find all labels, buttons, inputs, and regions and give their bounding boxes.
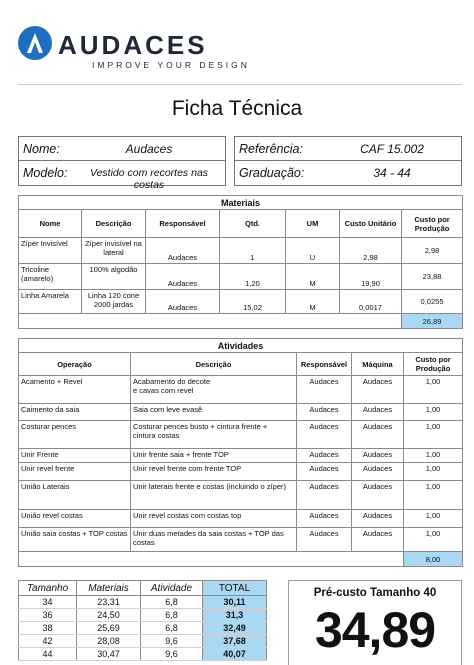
sizes-header: Materiais [77, 581, 141, 596]
activity-cost: 1,00 [404, 449, 463, 463]
material-production-cost: 2,98 [402, 238, 463, 264]
activities-title: Atividades [19, 339, 463, 353]
activity-operation: Acamento + Revel [19, 376, 131, 404]
table-row [19, 528, 463, 552]
size-activity: 9,6 [141, 635, 203, 648]
activity-responsible: Audaces [297, 481, 352, 510]
activity-machine: Audaces [352, 421, 404, 449]
material-qty: 1,20 [220, 264, 286, 290]
activity-machine: Audaces [352, 404, 404, 421]
activity-machine: Audaces [352, 528, 404, 552]
activity-responsible: Audaces [297, 528, 352, 552]
material-name: Tricoline (amarelo) [19, 264, 82, 290]
activities-header: Responsável [297, 353, 352, 376]
activity-machine: Audaces [352, 463, 404, 481]
size-label: 36 [19, 609, 77, 622]
modelo-value: Vestido com recortes nas costas [89, 167, 209, 191]
activity-machine: Audaces [352, 449, 404, 463]
materials-total-row [19, 314, 463, 329]
header-divider [18, 84, 462, 85]
activity-cost: 1,00 [404, 376, 463, 404]
activity-machine: Audaces [352, 481, 404, 510]
graduacao-label: Graduação: [239, 166, 305, 180]
sizes-header: Atividade [141, 581, 203, 596]
activities-table [18, 338, 463, 567]
activity-cost: 1,00 [404, 528, 463, 552]
activities-total-row [19, 552, 463, 567]
activity-responsible: Audaces [297, 463, 352, 481]
referencia-value: CAF 15.002 [360, 142, 424, 156]
size-total: 37,68 [203, 635, 267, 648]
activity-description: Unir revel frente com frente TOP [131, 463, 297, 481]
table-row [19, 510, 463, 528]
size-materials: 24,50 [77, 609, 141, 622]
table-row [19, 264, 463, 290]
modelo-label: Modelo: [23, 166, 68, 180]
size-total: 32,49 [203, 622, 267, 635]
material-description: 100% algodão [82, 264, 146, 290]
activities-header: Descrição [131, 353, 297, 376]
materials-header: Responsável [146, 210, 220, 238]
activity-responsible: Audaces [297, 510, 352, 528]
referencia-label: Referência: [239, 142, 303, 156]
material-production-cost: 0,0255 [402, 290, 463, 314]
activity-operation: Caimento da saia [19, 404, 131, 421]
nome-value: Audaces [125, 142, 173, 156]
precost-box [288, 580, 462, 665]
sizes-header: Tamanho [19, 581, 77, 596]
materials-header: Descrição [82, 210, 146, 238]
activity-cost: 1,00 [404, 421, 463, 449]
size-label: 42 [19, 635, 77, 648]
material-unit: M [286, 290, 340, 314]
activity-responsible: Audaces [297, 404, 352, 421]
activity-description: Unir laterais frente e costas (incluindo o zíper) [131, 481, 297, 510]
table-row [19, 421, 463, 449]
activity-cost: 1,00 [404, 463, 463, 481]
activity-machine: Audaces [352, 510, 404, 528]
table-row [19, 449, 463, 463]
activity-description: Saia com leve evasê [131, 404, 297, 421]
size-activity: 6,8 [141, 622, 203, 635]
size-label: 38 [19, 622, 77, 635]
audaces-logo-icon [18, 26, 52, 60]
materials-header: Custo por Produção [402, 210, 463, 238]
size-materials: 30,47 [77, 648, 141, 661]
table-row [19, 648, 267, 661]
activity-operation: União saia costas + TOP costas [19, 528, 131, 552]
size-label: 44 [19, 648, 77, 661]
activity-operation: Costurar pences [19, 421, 131, 449]
header [0, 0, 474, 84]
activity-operation: União revel costas [19, 510, 131, 528]
materials-header: Custo Unitário [340, 210, 402, 238]
material-responsible: Audaces [146, 290, 220, 314]
size-label: 34 [19, 596, 77, 609]
activity-cost: 1,00 [404, 510, 463, 528]
size-total: 40,07 [203, 648, 267, 661]
size-materials: 25,69 [77, 622, 141, 635]
activity-operation: União Laterais [19, 481, 131, 510]
brand-name: AUDACES [58, 30, 208, 60]
material-description: Zíper invisível na lateral [82, 238, 146, 264]
table-row [19, 596, 267, 609]
activity-responsible: Audaces [297, 421, 352, 449]
material-production-cost: 23,88 [402, 264, 463, 290]
material-name: Zíper Invisível [19, 238, 82, 264]
table-row [19, 404, 463, 421]
precost-label: Pré-custo Tamanho 40 [313, 587, 437, 599]
materials-header: Qtd. [220, 210, 286, 238]
table-row [19, 238, 463, 264]
size-total: 30,11 [203, 596, 267, 609]
activity-description: Costurar pences busto + cintura frente + cintura costas [131, 421, 297, 449]
table-row [19, 290, 463, 314]
material-unit-cost: 0,0017 [340, 290, 402, 314]
material-responsible: Audaces [146, 264, 220, 290]
size-total: 31,3 [203, 609, 267, 622]
nome-label: Nome: [23, 142, 60, 156]
materials-title: Materiais [19, 196, 463, 210]
activity-responsible: Audaces [297, 449, 352, 463]
material-unit-cost: 2,98 [340, 238, 402, 264]
material-qty: 1 [220, 238, 286, 264]
table-row [19, 622, 267, 635]
activity-description: Acabamento do decote e cavas com revel [131, 376, 297, 404]
activity-description: Unir frente saia + frente TOP [131, 449, 297, 463]
material-qty: 15,02 [220, 290, 286, 314]
table-row [19, 635, 267, 648]
table-row [19, 463, 463, 481]
activity-responsible: Audaces [297, 376, 352, 404]
size-activity: 6,8 [141, 596, 203, 609]
material-description: Linha 120 cone 2000 jardas [82, 290, 146, 314]
materials-header: Nome [19, 210, 82, 238]
size-materials: 23,31 [77, 596, 141, 609]
activity-description: Unir revel costas com costas top [131, 510, 297, 528]
activity-operation: Unir revel frente [19, 463, 131, 481]
activity-machine: Audaces [352, 376, 404, 404]
info-box-reference [234, 136, 462, 186]
activities-header: Operação [19, 353, 131, 376]
materials-table [18, 195, 463, 329]
activity-operation: Unir Frente [19, 449, 131, 463]
sizes-table [18, 580, 267, 661]
size-activity: 6,8 [141, 609, 203, 622]
brand-tagline: IMPROVE YOUR DESIGN [92, 60, 250, 70]
materials-header: UM [286, 210, 340, 238]
activities-header: Máquina [352, 353, 404, 376]
table-row [19, 609, 267, 622]
info-box-product [18, 136, 226, 191]
table-row [19, 481, 463, 510]
material-unit: M [286, 264, 340, 290]
materials-total: 26,89 [402, 314, 463, 329]
material-unit-cost: 19,90 [340, 264, 402, 290]
graduacao-value: 34 - 44 [373, 166, 411, 180]
table-row [19, 376, 463, 404]
page-title: Ficha Técnica [171, 97, 303, 120]
activities-header: Custo por Produção [404, 353, 463, 376]
activity-description: Unir duas metades da saia costas + TOP das costas [131, 528, 297, 552]
precost-value: 34,89 [314, 602, 436, 658]
activity-cost: 1,00 [404, 481, 463, 510]
material-unit: U [286, 238, 340, 264]
size-materials: 28,08 [77, 635, 141, 648]
activity-cost: 1,00 [404, 404, 463, 421]
material-name: Linha Amarela [19, 290, 82, 314]
sizes-header-total: TOTAL [203, 581, 267, 596]
material-responsible: Audaces [146, 238, 220, 264]
activities-total: 8,00 [404, 552, 463, 567]
size-activity: 9,6 [141, 648, 203, 661]
